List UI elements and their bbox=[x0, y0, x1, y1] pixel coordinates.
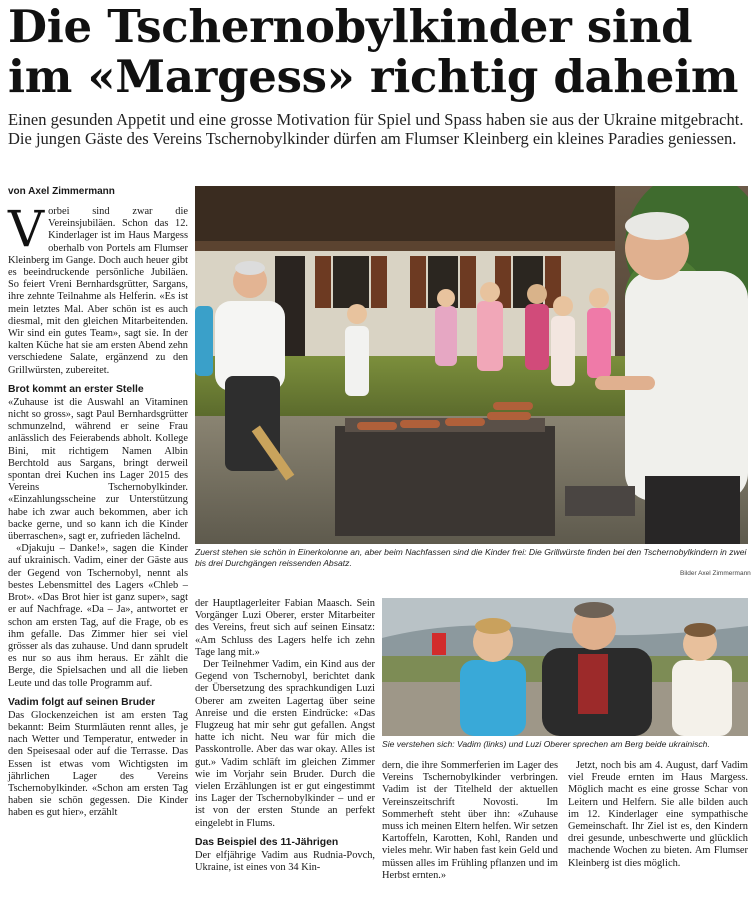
photo-vadim-luzi bbox=[382, 598, 748, 736]
article-column-1 bbox=[8, 200, 188, 820]
photo-grill-scene bbox=[195, 186, 748, 544]
subheading-vadim: Vadim folgt auf seinen Bruder bbox=[8, 696, 156, 708]
paragraph: dern, die ihre Sommerferien im Lager des Vereins Tschernobylkinder verbringen. Vadim ist der Titelheld der aktuellen Vereinszeitschrift Novosti. Im Sommerheft steht über ihn: «Zuhause muss ich meinen Eltern helfen. Wir setzen Kartoffeln, Karotten, Kohl, Randen und vieles mehr. Wir haben fast kein Geld und müssen alles im Frühling pflanzen und im Herbst ernten.» bbox=[382, 760, 558, 881]
article-column-2 bbox=[195, 598, 375, 874]
subheading-beispiel: Das Beispiel des 11-Jährigen bbox=[195, 836, 339, 848]
vadim-luzi-image bbox=[382, 598, 748, 736]
headline-line-1: Die Tschernobylkinder sind bbox=[8, 0, 693, 53]
headline-line-2: im «Margess» richtig daheim bbox=[8, 50, 739, 103]
paragraph: «Djakuju – Danke!», sagen die Kinder auf ukrainisch. Vadim, einer der Gäste aus der Gegend von Tschernobyl, nennt als bestes Lebensmittel des Lagers «Chleb – Brot». «Das Brot hier ist ganz super», sagt er auf Nachfrage. «Da – Ja», antwortet er schon am ersten Tag, auf die Frage, ob es ihm gefalle. Das Zimmer hier sei viel grösser als das zuhause. Und dann sprudelt es nur so aus ihm heraus. Er zählt die Berge, die Spielsachen und all die lieben Leute und das tolle Programm auf. bbox=[8, 543, 188, 689]
drop-cap: V bbox=[8, 200, 45, 258]
article-column-4 bbox=[568, 760, 748, 870]
lead-line-2: Die jungen Gäste des Vereins Tschernobylkinder dürfen am Flumser Kleinberg ein kleines Paradies geniessen. bbox=[8, 129, 737, 148]
lead-line-1: Einen gesunden Appetit und eine grosse Motivation für Spiel und Spass haben sie aus der Ukraine mitgebracht. bbox=[8, 110, 744, 129]
paragraph: Das Glockenzeichen ist am ersten Tag bekannt: Beim Sturmläuten rennt alles, je nach Wetter und Temperatur, entweder in den Speisesaal oder auf die Terrasse. Das Essen ist etwas vom Wichtigsten im jährlichen Lager des Vereins Tschernobylkinder. «Schon am ersten Tag haben sie schön gegessen. Die Kinder haben es gut hier», erzählt bbox=[8, 709, 188, 819]
photo-vadim-caption: Sie verstehen sich: Vadim (links) und Luzi Oberer sprechen am Berg beide ukrainisch. bbox=[382, 739, 710, 749]
article-column-3 bbox=[382, 760, 558, 882]
paragraph-intro: Vorbei sind zwar die Vereinsjubiläen. Schon das 12. Kinderlager ist im Haus Margess oberhalb von Portels am Flumser Kleinberg im Gange. Doch auch heuer gibt es beeindruckende persönliche Jubiläen. So feiert Vreni Bernhardsgrütter, Sargans, ihre zehnte Teilnahme als Helferin. «Es ist mein letztes Mal. Aber schön ist es auch diesmal, mit den gleichen Mitarbeitenden. Wir sind ein gutes Team», sagt sie. In der kalten Küche hat sie am ersten Abend zehn verschiedene Salate, ergänzend zu den Grillwürsten, zubereitet. bbox=[8, 200, 188, 376]
photo-grill-caption: Zuerst stehen sie schön in Einerkolonne an, aber beim Nachfassen sind die Kinder frei: Die Grillwürste finden bei den Tschernobylkindern in zwei bis drei Durchgängen reissenden Absatz. bbox=[195, 547, 747, 568]
grill-scene-image bbox=[195, 186, 748, 544]
subheading-brot: Brot kommt an erster Stelle bbox=[8, 383, 144, 395]
byline: von Axel Zimmermann bbox=[8, 186, 115, 197]
lead-text bbox=[8, 110, 748, 148]
paragraph: «Zuhause ist die Auswahl an Vitaminen nicht so gross», sagt Paul Bernhardsgrütter schmunzelnd, während er seine Frau anlässlich des Feierabends abholt. Kollege Bini, mit richtigem Namen Albin Berchtold aus Sargans, bringt derweil spontan drei Kuchen ins Lager 2015 des Vereins Tschernobylkinder. «Einzahlungsscheine zur Unterstützung habe ich zwar auch bekommen, aber ich backe gerne, und so kann ich die Kinder überraschen», sagt er, zufrieden lächelnd. bbox=[8, 396, 188, 543]
paragraph: Jetzt, noch bis am 4. August, darf Vadim viel Freude ernten im Haus Margess. Möglich macht es eine grosse Schar von Leitern und Helfern. Sie alle bilden auch im 12. Kinderlager eine sympathische Gemeinschaft. Ihr Ziel ist es, den Kindern drei gesunde, unbeschwerte und glücklich machende Wochen zu bieten. Am Flumser Kleinberg ist dies möglich. bbox=[568, 760, 748, 869]
photo-credit: Bilder Axel Zimmermann bbox=[680, 570, 751, 577]
headline bbox=[8, 2, 748, 102]
paragraph: Der Teilnehmer Vadim, ein Kind aus der Gegend von Tschernobyl, berichtet dank der Übersetzung des sprachkundigen Luzi Oberer am zweiten Lagertag über seine Anreise und die ersten Eindrücke: «Das Flugzeug hat mir sehr gut gefallen. Angst hatte ich nicht. Neu war für mich die Passkontrolle. Aber das war okay. Alles ist gut.» Vadim schläft im gleichen Zimmer wie im Vorjahr sein Bruder. Durch die vielen Erzählungen ist er gut eingestimmt ins Lager der Tschernobylkinder – und er ist von der ersten Stunde an perfekt eingelebt in Flums. bbox=[195, 659, 375, 829]
paragraph: Der elfjährige Vadim aus Rudnia-Povch, Ukraine, ist eines von 34 Kin- bbox=[195, 849, 375, 874]
paragraph: der Hauptlagerleiter Fabian Maasch. Sein Vorgänger Luzi Oberer, erster Mitarbeiter des Vereins, freut sich auf seinen Einsatz: «Am Schluss des Lagers helfe ich zehn Tage lang mit.» bbox=[195, 598, 375, 658]
